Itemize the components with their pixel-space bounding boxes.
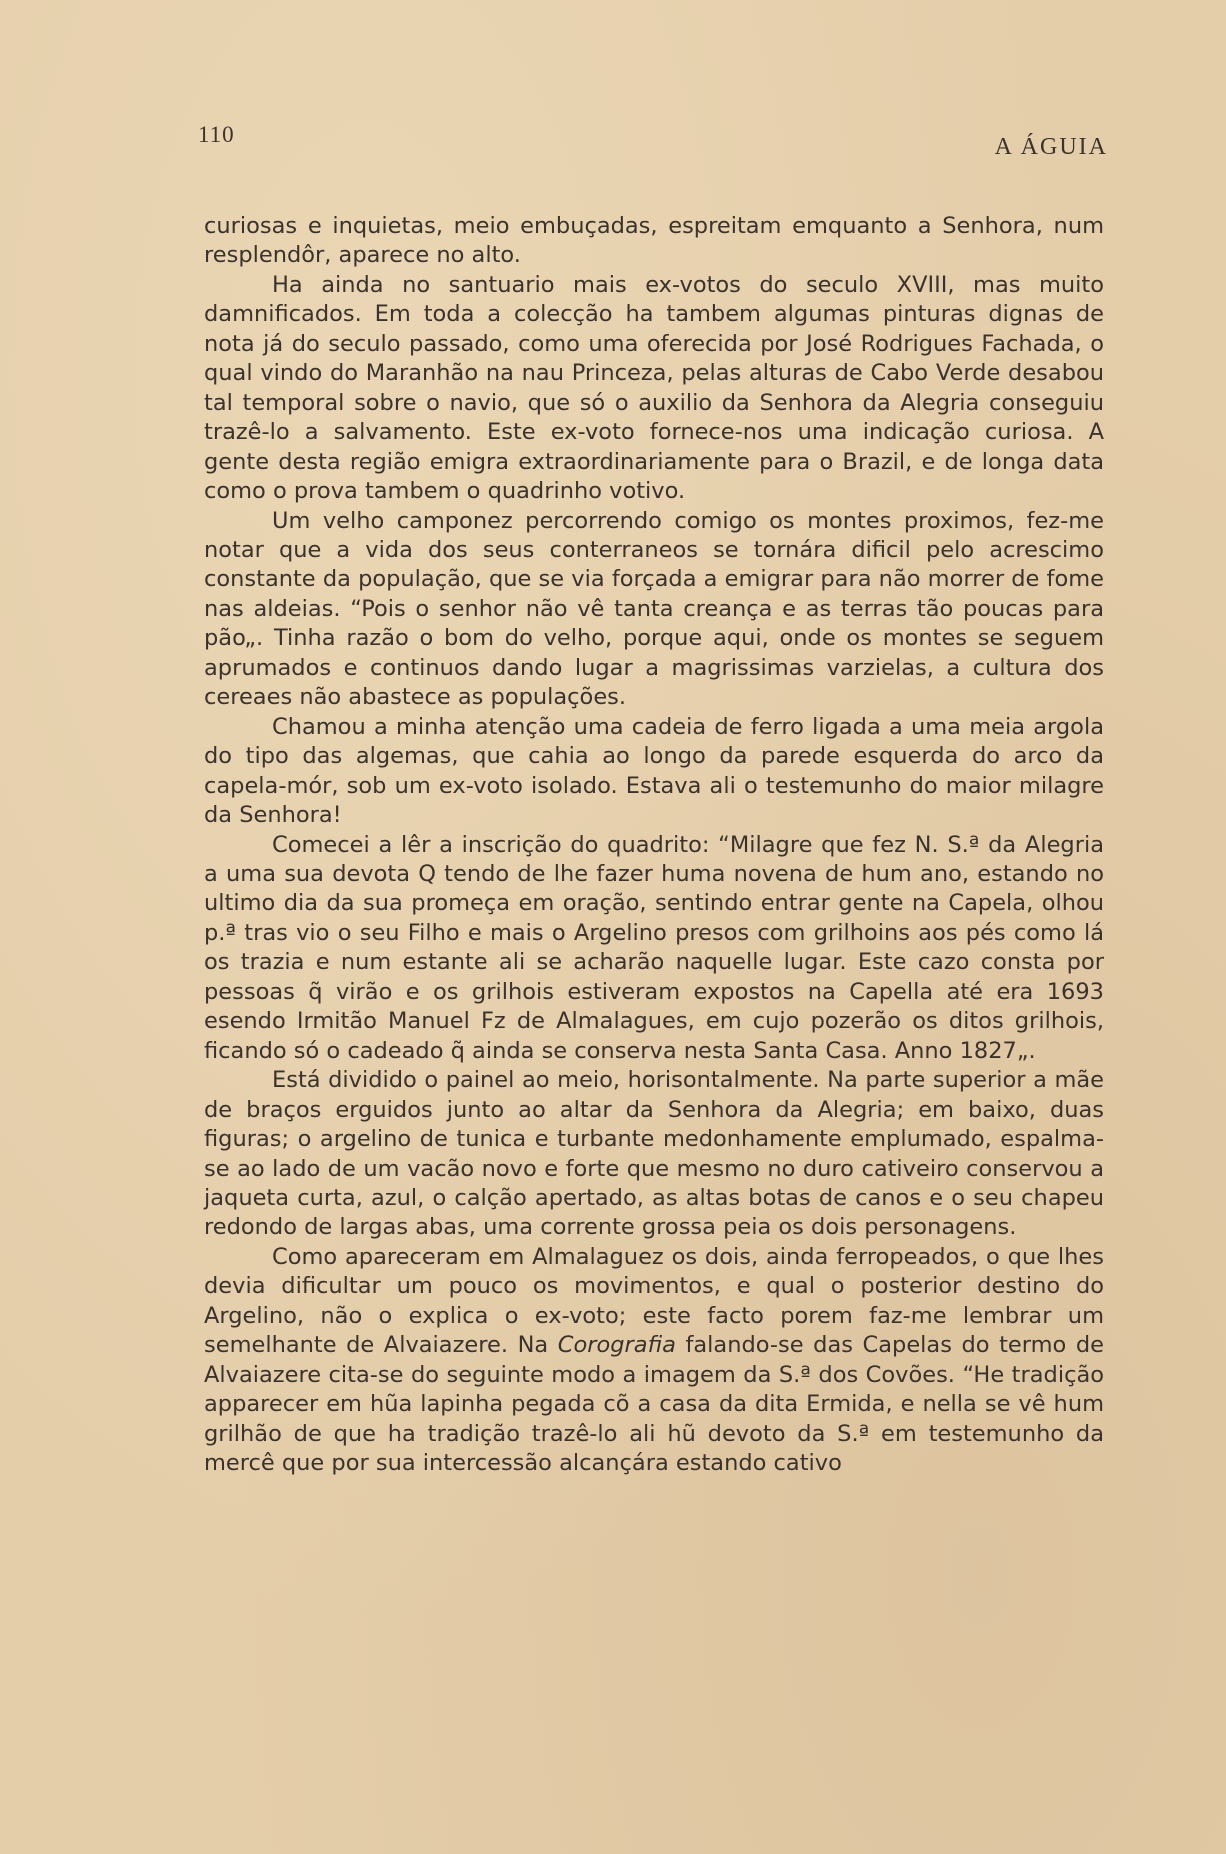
text-segment: Como apareceram em Almalaguez os dois, ainda ferropeados, o que lhes devia dificultar um pouco os movimentos, e qual o posterior destino do Argelino, não o explica o ex-voto; este facto porem faz-me lembrar um semelhante de Alvaiazere. Na (204, 1243, 1104, 1359)
page-header (198, 122, 1108, 162)
paragraph-last (204, 1243, 1104, 1479)
paragraph: Chamou a minha atenção uma cadeia de ferro ligada a uma meia argola do tipo das algemas, que cahia ao longo da parede esquerda do arco da capela-mór, sob um ex-voto isolado. Estava ali o testemunho do maior milagre da Senhora! (204, 713, 1104, 829)
body-text (204, 212, 1104, 1478)
paragraph: Um velho camponez percorrendo comigo os montes proximos, fez-me notar que a vida dos seus conterraneos se tornára dificil pelo acrescimo constante da população, que se via forçada a emigrar para não morrer de fome nas aldeias. “Pois o senhor não vê tanta creança e as terras tão poucas para pão„. Tinha razão o bom do velho, porque aqui, onde os montes se seguem aprumados e continuos dando lugar a magrissimas varzielas, a cultura dos cereaes não abastece as populações. (204, 507, 1104, 711)
paragraph: Comecei a lêr a inscrição do quadrito: “Milagre que fez N. S.ª da Alegria a uma sua devota Q tendo de lhe fazer huma novena de hum ano, estando no ultimo dia da sua promeça em oração, sentindo entrar gente na Capela, olhou p.ª tras vio o seu Filho e mais o Argelino presos com grilhoins aos pés como lá os trazia e num estante ali se acharão naquelle lugar. Este cazo consta por pessoas q̃ virão e os grilhois estiveram expostos na Capella até era 1693 esendo Irmitão Manuel Fz de Almalagues, em cujo pozerão os ditos grilhois, ficando só o cadeado q̃ ainda se conserva nesta Santa Casa. Anno 1827„. (204, 831, 1104, 1064)
page-number: 110 (198, 122, 235, 147)
paragraph: curiosas e inquietas, meio embuçadas, espreitam emquanto a Senhora, num resplendôr, aparece no alto. (204, 213, 1104, 269)
paragraph: Ha ainda no santuario mais ex-votos do seculo XVIII, mas muito damnificados. Em toda a colecção ha tambem algumas pinturas dignas de nota já do seculo passado, como uma oferecida por José Rodrigues Fachada, o qual vindo do Maranhão na nau Princeza, pelas alturas de Cabo Verde desabou tal temporal sobre o navio, que só o auxilio da Senhora da Alegria conseguiu trazê-lo a salvamento. Este ex-voto fornece-nos uma indicação curiosa. A gente desta região emigra extraordinariamente para o Brazil, e de longa data como o prova tambem o quadrinho votivo. (204, 271, 1104, 505)
italic-title: Corografia (557, 1332, 676, 1359)
running-head: A ÁGUIA (994, 134, 1108, 160)
text-segment: falando-se das Capelas do termo de Alvaiazere cita-se do seguinte modo a imagem da S.ª dos Covões. “He tradição apparecer em hũa lapinha pegada cõ a casa da dita Ermida, e nella se vê hum grilhão de que ha tradição trazê-lo ali hũ devoto da S.ª em testemunho da mercê que por sua intercessão alcançára estando cativo (204, 1332, 1104, 1477)
paragraph: Está dividido o painel ao meio, horisontalmente. Na parte superior a mãe de braços erguidos junto ao altar da Senhora da Alegria; em baixo, duas figuras; o argelino de tunica e turbante medonhamente emplumado, espalma-se ao lado de um vacão novo e forte que mesmo no duro cativeiro conservou a jaqueta curta, azul, o calção apertado, as altas botas de canos e o seu chapeu redondo de largas abas, uma corrente grossa peia os dois personagens. (204, 1067, 1104, 1241)
